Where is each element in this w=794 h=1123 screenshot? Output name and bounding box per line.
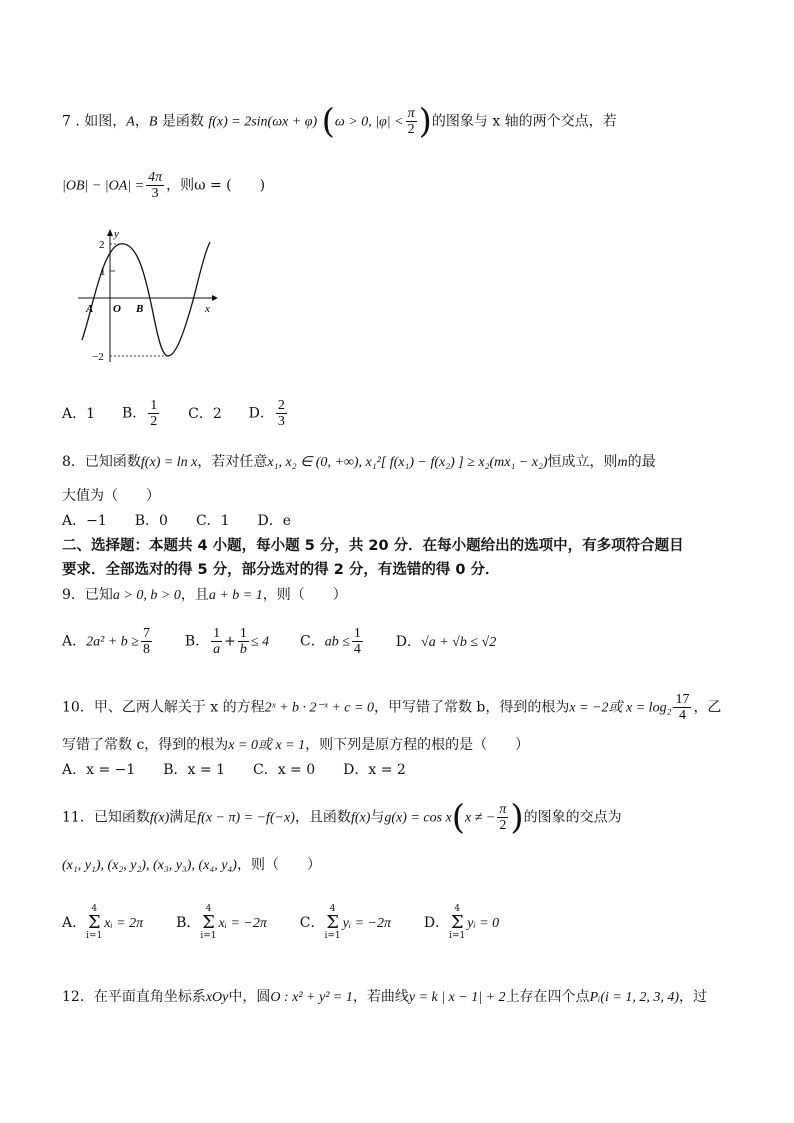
q7-line2: |OB| − |OA| = $\frac{4\pi}{3}$ ，则ω = ( ): [62, 170, 266, 201]
label-two: 2: [99, 239, 105, 251]
q11-options: [62, 905, 499, 941]
label-point-a: A: [86, 303, 94, 315]
q10-line2: 写错了常数 c，得到的根为x = 0或 x = 1，则下列是原方程的根的是（ ）: [62, 737, 530, 753]
section-heading-line1: 二、选择题：本题共 4 小题，每小题 5 分，共 20 分．在每小题给出的选项中，有多项符合题目: [62, 538, 684, 554]
q11-option-b[interactable]: B．4 Σ i=1xᵢ = −2π: [176, 904, 267, 941]
q10-line1: 10．甲、乙两人解关于 x 的方程2ˣ + b · 2⁻ˣ + c = 0，甲写错了常数 b，得到的根为x = −2或 x = log₂ $\frac{17}{4}$ ，乙: [62, 692, 722, 723]
label-one: 1: [100, 266, 106, 278]
label-neg-two: −2: [92, 351, 104, 363]
label-y: y: [114, 228, 119, 240]
q11-line2: (x₁, y₁), (x₂, y₂), (x₃, y₃), (x₄, y₄)，则（ ）: [62, 857, 321, 873]
label-point-b: B: [136, 303, 144, 315]
section-heading-line2: 要求．全部选对的得 5 分，部分选对的得 2 分，有选错的得 0 分．: [62, 562, 500, 578]
q7-number: 7: [62, 113, 71, 130]
q8-options[interactable]: A．−1 B．0 C．1 D．e: [62, 513, 292, 529]
label-origin: O: [113, 303, 121, 315]
q8-line2: 大值为（ ）: [62, 488, 160, 504]
label-x: x: [205, 303, 210, 315]
sine-curve: [82, 242, 210, 356]
q11-option-d[interactable]: D．4 Σ i=1yᵢ = 0: [423, 904, 500, 941]
y-axis-arrow-icon: [107, 229, 113, 236]
q7-option-d[interactable]: D． $\frac{2}{3}$: [248, 398, 285, 429]
q7-option-a[interactable]: A．1: [62, 405, 96, 422]
q7-sine-graph: [72, 228, 222, 368]
q7-function: f(x) = 2sin(ωx + φ): [208, 114, 318, 130]
q9-options: [62, 626, 496, 657]
q9-option-b[interactable]: B． $\frac{1}{a}$ + $\frac{1}{b}$ ≤ 4: [184, 626, 270, 657]
q11-option-c[interactable]: C．4 Σ i=1yᵢ = −2π: [299, 904, 391, 941]
q9-option-d[interactable]: D．√a + √b ≤ √2: [395, 633, 497, 650]
q7-option-b[interactable]: B． $\frac{1}{2}$: [121, 398, 158, 429]
q9-stem: 9．已知a > 0, b > 0，且a + b = 1，则（ ）: [62, 587, 347, 603]
q7-option-c[interactable]: C．2: [188, 405, 222, 422]
q9-option-a[interactable]: A．2a² + b ≥ $\frac{7}{8}$: [62, 626, 150, 657]
q9-option-c[interactable]: C．ab ≤ $\frac{1}{4}$: [299, 626, 361, 657]
q11-option-a[interactable]: A．4 Σ i=1xᵢ = 2π: [62, 904, 144, 941]
q11-line1: 11．已知函数f(x)满足f(x − π) = −f(−x)，且函数f(x)与g(x) = cos x(x ≠ − $\frac{\pi}{2}$ )的图象的交点为: [62, 797, 622, 838]
q8-line1: 8．已知函数f(x) = ln x，若对任意x₁, x₂ ∈ (0, +∞), x₁²[ f(x₁) − f(x₂) ] ≥ x₂(mx₁ − x₂)恒成立，则m的最: [62, 454, 656, 470]
q7-options: [62, 398, 289, 429]
q8-condition: x₁, x₂ ∈ (0, +∞), x₁²[ f(x₁) − f(x₂) ] ≥ x₂(mx₁ − x₂): [267, 455, 548, 470]
x-axis-arrow-icon: [212, 295, 218, 301]
q12-line1: 12．在平面直角坐标系xOy中，圆O : x² + y² = 1，若曲线y = k | x − 1| + 2上存在四个点Pᵢ(i = 1, 2, 3, 4)，过: [62, 989, 707, 1005]
q7-line1: 7 . 如图，A，B 是函数 f(x) = 2sin(ωx + φ) (ω > 0, |φ| < $\frac{\pi}{2}$ )的图象与 x 轴的两个交点，若: [62, 101, 617, 142]
q10-options[interactable]: A．x = −1 B．x = 1 C．x = 0 D．x = 2: [62, 762, 406, 778]
